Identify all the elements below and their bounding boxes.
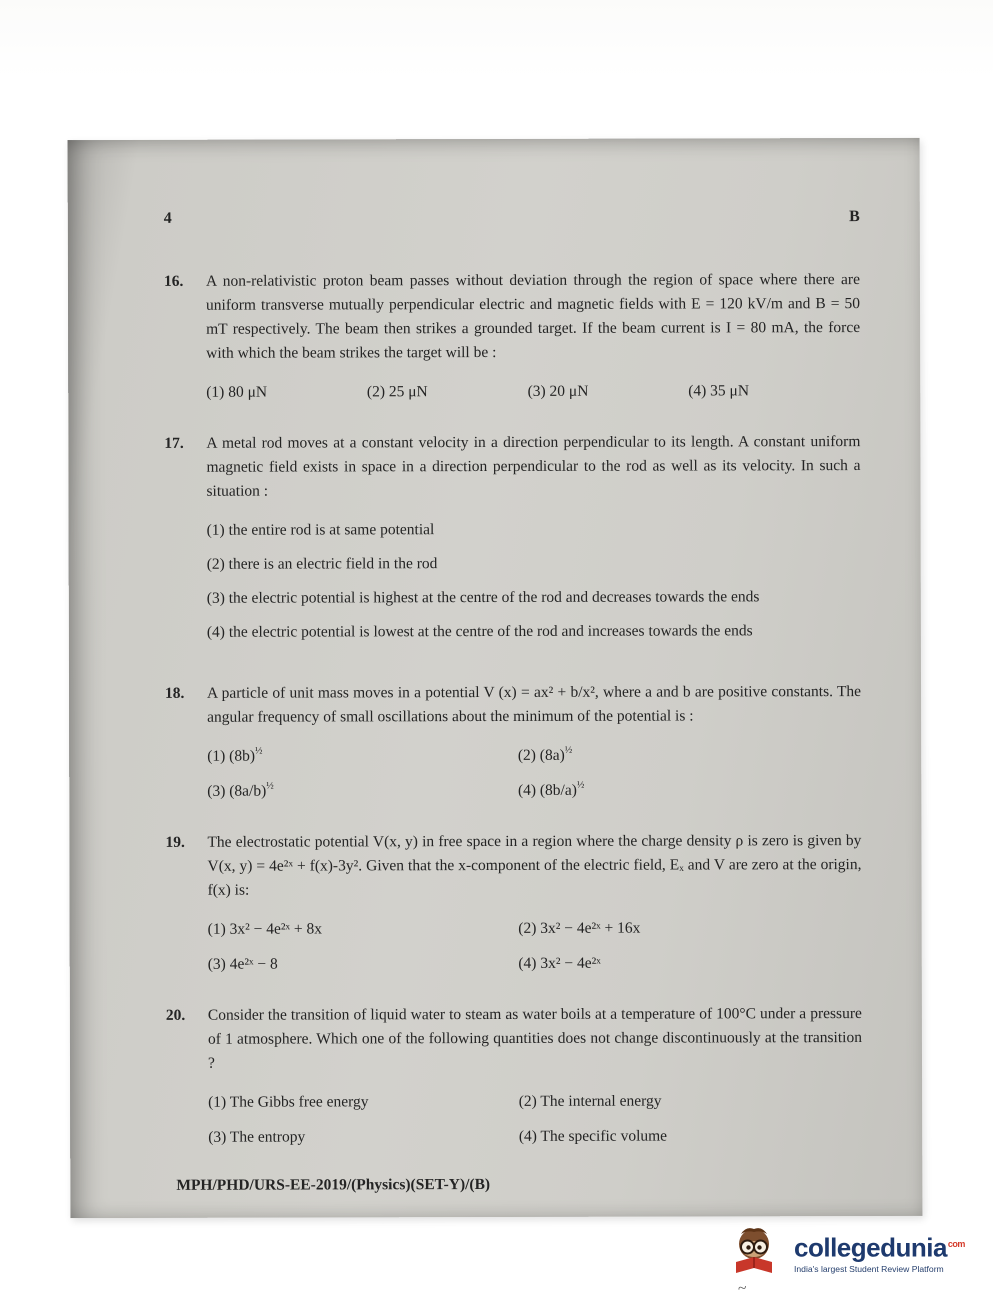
option-4: (4) the electric potential is lowest at the centre of the rod and increases towards the ends bbox=[206, 622, 753, 641]
question-16 bbox=[164, 268, 860, 405]
option-base: (3) (8a/b) bbox=[207, 782, 267, 800]
question-body bbox=[207, 680, 861, 804]
paper-code: MPH/PHD/URS-EE-2019/(Physics)(SET-Y)/(B) bbox=[176, 1176, 491, 1194]
question-18 bbox=[165, 680, 861, 804]
question-body bbox=[207, 829, 861, 977]
collegedunia-brand bbox=[794, 1231, 965, 1261]
option-exponent: ½ bbox=[564, 744, 573, 756]
option-1: (1) The Gibbs free energy bbox=[208, 1093, 369, 1111]
option-exponent: ½ bbox=[576, 779, 585, 791]
question-text: A non-relativistic proton beam passes without deviation through the region of space where there are uniform transverse mutually perpendicular electric and magnetic fields with E = 120 kV/m and B = 50 mT respectively. The beam then strikes a grounded target. If the beam current is I = 80 mA, the force with which the beam strikes the target will be : bbox=[205, 271, 861, 362]
option-base: (2) (8a) bbox=[517, 746, 565, 764]
options-grid bbox=[208, 1089, 862, 1150]
options-grid bbox=[208, 916, 862, 977]
option-3: (3) the electric potential is highest at the centre of the rod and decreases towards the ends bbox=[206, 588, 760, 607]
question-number: 17. bbox=[164, 434, 184, 452]
options-grid bbox=[207, 743, 861, 804]
question-text: A metal rod moves at a constant velocity in a direction perpendicular to its length. A constant uniform magnetic field exists in space in a direction perpendicular to the rod as well as its velocity. In such a situation : bbox=[206, 433, 861, 500]
option-base: (4) (8b/a) bbox=[517, 781, 577, 799]
question-number: 16. bbox=[163, 272, 184, 290]
option-4: (4) The specific volume bbox=[518, 1127, 668, 1145]
page-number: 4 bbox=[163, 209, 172, 227]
brand-word: collegedunia bbox=[794, 1232, 947, 1263]
option-1: (1) 80 μN bbox=[206, 383, 268, 401]
question-20 bbox=[166, 1002, 862, 1150]
options-stack bbox=[207, 517, 861, 645]
collegedunia-mascot-icon bbox=[728, 1224, 786, 1281]
question-number: 19. bbox=[165, 833, 185, 851]
page-header bbox=[164, 208, 860, 228]
options-row bbox=[206, 379, 749, 404]
question-number: 18. bbox=[165, 684, 185, 702]
option-4 bbox=[518, 778, 861, 803]
option-3: (3) 4e²ˣ − 8 bbox=[207, 955, 278, 973]
collegedunia-tagline: India's largest Student Review Platform bbox=[794, 1263, 944, 1274]
question-text: A particle of unit mass moves in a potential V (x) = ax² + b/x², where a and b are positive constants. The angular frequency of small oscillations about the minimum of the potential is : bbox=[207, 683, 862, 726]
option-2: (2) The internal energy bbox=[518, 1092, 662, 1110]
page-content bbox=[68, 138, 923, 1195]
option-exponent: ½ bbox=[266, 780, 274, 792]
option-exponent: ½ bbox=[254, 745, 263, 757]
option-base: (1) (8b) bbox=[207, 747, 256, 765]
question-body bbox=[208, 1002, 862, 1150]
option-3 bbox=[207, 779, 518, 804]
question-19 bbox=[165, 829, 861, 977]
option-1 bbox=[207, 744, 518, 769]
question-number: 20. bbox=[165, 1006, 186, 1024]
scanned-exam-page bbox=[68, 138, 923, 1218]
collegedunia-logo-text bbox=[794, 1231, 965, 1274]
question-body bbox=[206, 430, 861, 655]
question-body bbox=[206, 268, 860, 405]
option-2 bbox=[518, 743, 861, 768]
option-2: (2) there is an electric field in the rod bbox=[206, 555, 438, 573]
question-text: Consider the transition of liquid water to steam as water boils at a temperature of 100°C under a pressure of 1 atmosphere. Which one of the following quantities does not change discontinuously at the transition ? bbox=[207, 1005, 862, 1072]
option-3: (3) The entropy bbox=[208, 1128, 306, 1146]
option-1: (1) 3x² − 4e²ˣ + 8x bbox=[207, 920, 323, 938]
option-3: (3) 20 μN bbox=[527, 382, 589, 400]
option-4: (4) 35 μN bbox=[688, 382, 750, 400]
option-4: (4) 3x² − 4e²ˣ bbox=[518, 954, 601, 972]
collegedunia-logo bbox=[728, 1224, 965, 1281]
option-1: (1) the entire rod is at same potential bbox=[206, 521, 435, 539]
question-17 bbox=[164, 430, 861, 655]
scan-squiggle-mark: ~ bbox=[736, 1279, 748, 1298]
option-2: (2) 25 μN bbox=[366, 383, 428, 401]
question-text: The electrostatic potential V(x, y) in free space in a region where the charge density ρ is zero is given by V(x, y) = 4e²ˣ + f(x)-3y². Given that the x-component of the electric field, Eₓ and V are zero at the origin, f(x) is: bbox=[207, 832, 862, 899]
brand-tld: com bbox=[947, 1239, 965, 1250]
set-label: B bbox=[849, 208, 860, 226]
option-2: (2) 3x² − 4e²ˣ + 16x bbox=[518, 919, 641, 937]
